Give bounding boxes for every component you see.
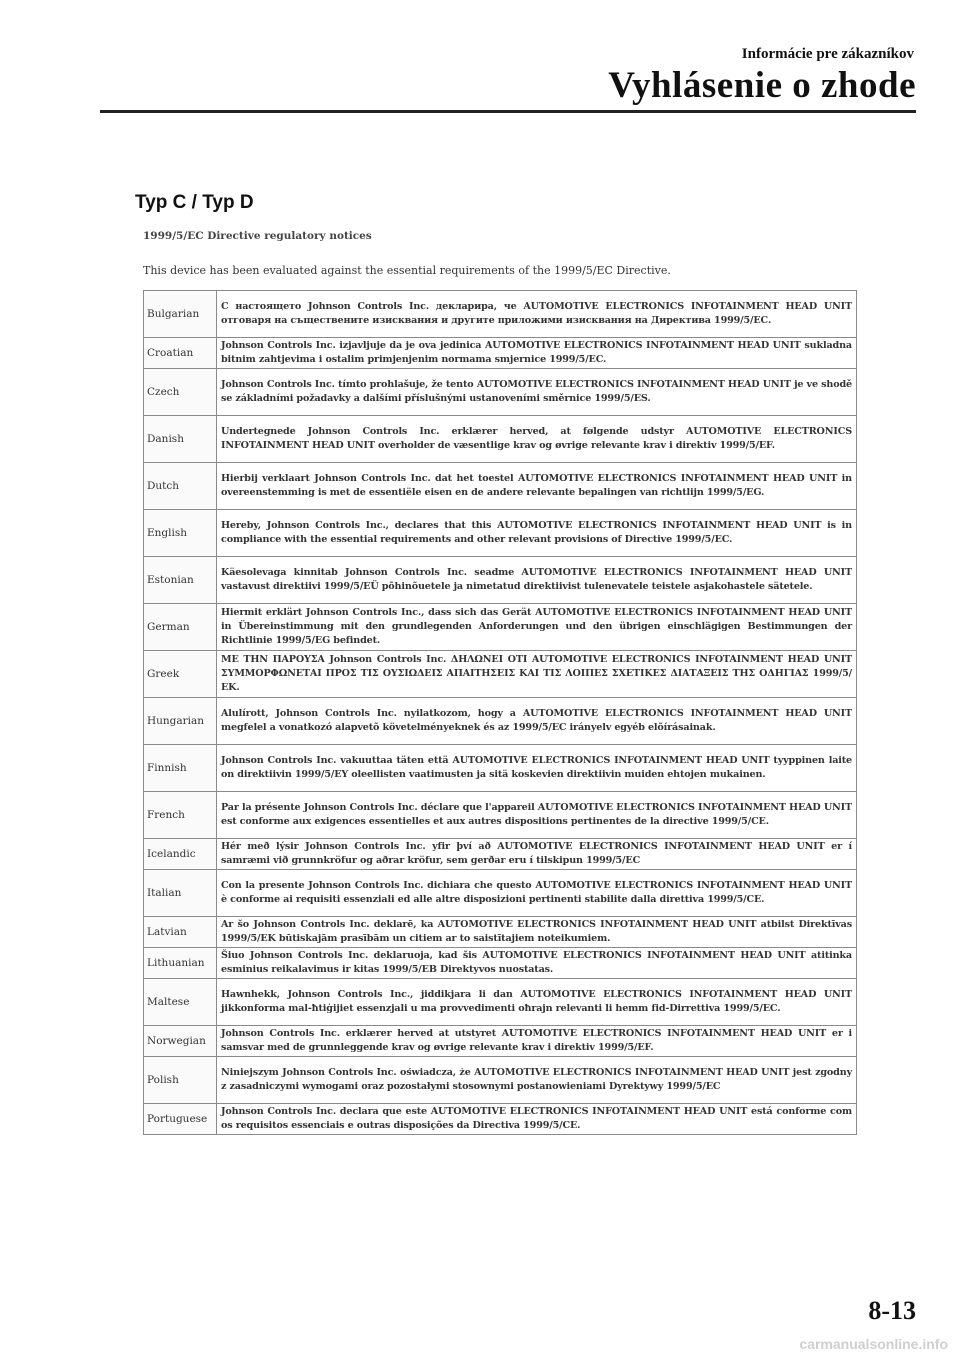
watermark: carmanualsonline.info	[799, 1336, 948, 1352]
notice-row	[144, 1057, 857, 1104]
scan-title: 1999/5/EC Directive regulatory notices	[143, 230, 372, 242]
notice-row	[144, 510, 857, 557]
notices-table	[143, 290, 857, 1135]
notice-language: Norwegian	[144, 1026, 217, 1057]
notice-language: Danish	[144, 416, 217, 463]
notice-row	[144, 369, 857, 416]
notice-language: English	[144, 510, 217, 557]
notice-language: Finnish	[144, 745, 217, 792]
scan-intro: This device has been evaluated against the essential requirements of the 1999/5/EC Directive.	[143, 264, 671, 277]
section-title: Typ C / Typ D	[135, 192, 254, 213]
notice-text: Hawnhekk, Johnson Controls Inc., jiddikjara li dan AUTOMOTIVE ELECTRONICS INFOTAINMENT HEAD UNIT jikkonforma mal-ħtiġijiet essenzjali u ma provvedimenti oħrajn relevanti li hemm fid-Dirrettiva 1999/5/EC.	[217, 979, 857, 1026]
header-rule	[100, 110, 916, 113]
notice-language: French	[144, 792, 217, 839]
notice-row	[144, 917, 857, 948]
notice-text: Hereby, Johnson Controls Inc., declares that this AUTOMOTIVE ELECTRONICS INFOTAINMENT HEAD UNIT is in compliance with the essential requirements and other relevant provisions of Directive 1999/5/EC.	[217, 510, 857, 557]
notice-language: German	[144, 604, 217, 651]
notice-row	[144, 651, 857, 698]
notice-text: Par la présente Johnson Controls Inc. déclare que l'appareil AUTOMOTIVE ELECTRONICS INFOTAINMENT HEAD UNIT est conforme aux exigences essentielles et aux autres dispositions pertinentes de la directive 1999/5/CE.	[217, 792, 857, 839]
notice-text: Johnson Controls Inc. erklærer herved at utstyret AUTOMOTIVE ELECTRONICS INFOTAINMENT HEAD UNIT er i samsvar med de grunnleggende krav og øvrige relevante krav i direktiv 1999/5/EF.	[217, 1026, 857, 1057]
notice-text: Johnson Controls Inc. tímto prohlašuje, že tento AUTOMOTIVE ELECTRONICS INFOTAINMENT HEAD UNIT je ve shodě se základními požadavky a dalšími příslušnými ustanoveními směrnice 1999/5/ES.	[217, 369, 857, 416]
page-title: Vyhlásenie o zhode	[608, 65, 916, 106]
notice-row	[144, 839, 857, 870]
notice-row	[144, 870, 857, 917]
notice-row	[144, 979, 857, 1026]
notice-text: ΜΕ ΤΗΝ ΠΑΡΟΥΣΑ Johnson Controls Inc. ΔΗΛΩΝΕΙ ΟΤΙ AUTOMOTIVE ELECTRONICS INFOTAINMENT HEAD UNIT ΣΥΜΜΟΡΦΩΝΕΤΑΙ ΠΡΟΣ ΤΙΣ ΟΥΣΙΩΔΕΙΣ ΑΠΑΙΤΗΣΕΙΣ ΚΑΙ ΤΙΣ ΛΟΙΠΕΣ ΣΧΕΤΙΚΕΣ ΔΙΑΤΑΞΕΙΣ ΤΗΣ ΟΔΗΓΙΑΣ 1999/5/ΕΚ.	[217, 651, 857, 698]
notice-text: Šiuo Johnson Controls Inc. deklaruoja, kad šis AUTOMOTIVE ELECTRONICS INFOTAINMENT HEAD UNIT atitinka esminius reikalavimus ir kitas 1999/5/EB Direktyvos nuostatas.	[217, 948, 857, 979]
notice-language: Portuguese	[144, 1104, 217, 1135]
notice-language: Hungarian	[144, 698, 217, 745]
regulatory-notice-scan	[143, 228, 857, 1135]
notice-text: Alulírott, Johnson Controls Inc. nyilatkozom, hogy a AUTOMOTIVE ELECTRONICS INFOTAINMENT HEAD UNIT megfelel a vonatkozó alapvetõ követelményeknek és az 1999/5/EC irányelv egyéb elõírásainak.	[217, 698, 857, 745]
notice-text: С настоящето Johnson Controls Inc. декларира, че AUTOMOTIVE ELECTRONICS INFOTAINMENT HEAD UNIT отговаря на съществените изисквания и другите приложими изисквания на Директива 1999/5/ЕС.	[217, 291, 857, 338]
notice-language: Latvian	[144, 917, 217, 948]
notice-language: Czech	[144, 369, 217, 416]
notice-text: Hiermit erklärt Johnson Controls Inc., dass sich das Gerät AUTOMOTIVE ELECTRONICS INFOTAINMENT HEAD UNIT in Übereinstimmung mit den grundlegenden Anforderungen und den übrigen einschlägigen Bestimmungen der Richtlinie 1999/5/EG befindet.	[217, 604, 857, 651]
notice-row	[144, 792, 857, 839]
notice-row	[144, 604, 857, 651]
notice-row	[144, 291, 857, 338]
notice-language: Italian	[144, 870, 217, 917]
notice-text: Hierbij verklaart Johnson Controls Inc. dat het toestel AUTOMOTIVE ELECTRONICS INFOTAINMENT HEAD UNIT in overeenstemming is met de essentiële eisen en de andere relevante bepalingen van richtlijn 1999/5/EG.	[217, 463, 857, 510]
notice-language: Icelandic	[144, 839, 217, 870]
notice-text: Ar šo Johnson Controls Inc. deklarē, ka AUTOMOTIVE ELECTRONICS INFOTAINMENT HEAD UNIT atbilst Direktīvas 1999/5/EK būtiskajām prasībām un citiem ar to saistītajiem noteikumiem.	[217, 917, 857, 948]
notice-text: Undertegnede Johnson Controls Inc. erklærer herved, at følgende udstyr AUTOMOTIVE ELECTRONICS INFOTAINMENT HEAD UNIT overholder de væsentlige krav og øvrige relevante krav i direktiv 1999/5/EF.	[217, 416, 857, 463]
notice-language: Polish	[144, 1057, 217, 1104]
notice-row	[144, 745, 857, 792]
page-number: 8-13	[868, 1296, 916, 1325]
notice-language: Greek	[144, 651, 217, 698]
notice-text: Käesolevaga kinnitab Johnson Controls Inc. seadme AUTOMOTIVE ELECTRONICS INFOTAINMENT HEAD UNIT vastavust direktiivi 1999/5/EÜ põhinõuetele ja nimetatud direktiivist tulenevatele teistele asjakohastele sätetele.	[217, 557, 857, 604]
notice-language: Croatian	[144, 338, 217, 369]
notice-text: Johnson Controls Inc. vakuuttaa täten että AUTOMOTIVE ELECTRONICS INFOTAINMENT HEAD UNIT tyyppinen laite on direktiivin 1999/5/EY oleellisten vaatimusten ja sitä koskevien direktiivin muiden ehtojen mukainen.	[217, 745, 857, 792]
notice-language: Maltese	[144, 979, 217, 1026]
notice-text: Johnson Controls Inc. izjavljuje da je ova jedinica AUTOMOTIVE ELECTRONICS INFOTAINMENT HEAD UNIT sukladna bitnim zahtjevima i ostalim primjenjenim normama smjernice 1999/5/EC.	[217, 338, 857, 369]
notice-language: Lithuanian	[144, 948, 217, 979]
notice-row	[144, 1026, 857, 1057]
notice-row	[144, 948, 857, 979]
notices-table-body	[144, 291, 857, 1135]
notice-row	[144, 416, 857, 463]
notice-text: Niniejszym Johnson Controls Inc. oświadcza, że AUTOMOTIVE ELECTRONICS INFOTAINMENT HEAD UNIT jest zgodny z zasadniczymi wymogami oraz pozostałymi stosownymi postanowieniami Dyrektywy 1999/5/EC	[217, 1057, 857, 1104]
notice-row	[144, 1104, 857, 1135]
notice-text: Johnson Controls Inc. declara que este AUTOMOTIVE ELECTRONICS INFOTAINMENT HEAD UNIT está conforme com os requisitos essenciais e outras disposições da Directiva 1999/5/CE.	[217, 1104, 857, 1135]
notice-language: Bulgarian	[144, 291, 217, 338]
notice-row	[144, 698, 857, 745]
notice-row	[144, 463, 857, 510]
notice-row	[144, 557, 857, 604]
notice-text: Hér með lýsir Johnson Controls Inc. yfir því að AUTOMOTIVE ELECTRONICS INFOTAINMENT HEAD UNIT er í samræmi við grunnkröfur og aðrar kröfur, sem gerðar eru í tilskipun 1999/5/EC	[217, 839, 857, 870]
notice-text: Con la presente Johnson Controls Inc. dichiara che questo AUTOMOTIVE ELECTRONICS INFOTAINMENT HEAD UNIT è conforme ai requisiti essenziali ed alle altre disposizioni pertinenti stabilite dalla direttiva 1999/5/CE.	[217, 870, 857, 917]
notice-row	[144, 338, 857, 369]
notice-language: Dutch	[144, 463, 217, 510]
chapter-subtitle: Informácie pre zákazníkov	[741, 46, 914, 62]
notice-language: Estonian	[144, 557, 217, 604]
